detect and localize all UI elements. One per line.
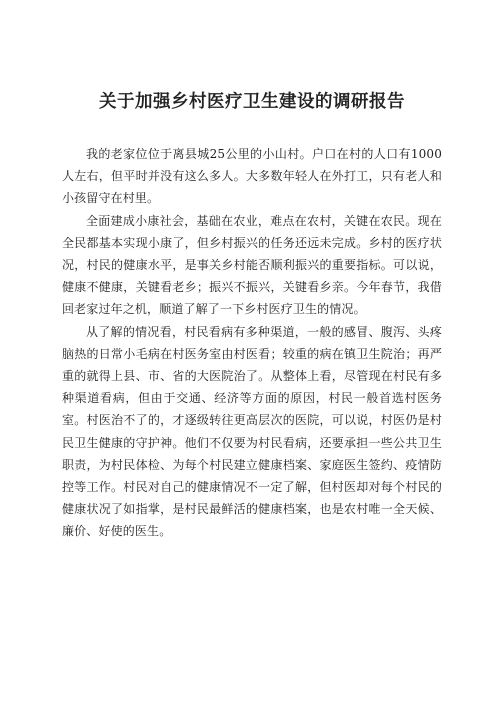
paragraph: 从了解的情况看，村民看病有多种渠道，一般的感冒、腹泻、头疼脑热的日常小毛病在村医务室由村医看；较重的病在镇卫生院治；再严重的就得上县、市、省的大医院治了。从整体上看，尽管现在村民有多种渠道看病，但由于交通、经济等方面的原因，村民一般首选村医务室。村医治不了的，才逐级转往更高层次的医院，可以说，村医仍是村民卫生健康的守护神。他们不仅要为村民看病，还要承担一些公共卫生职责，为村民体检、为每个村民建立健康档案、家庭医生签约、疫情防控等工作。村民对自己的健康情况不一定了解，但村医却对每个村民的健康状况了如指掌，是村民最鲜活的健康档案，也是农村唯一全天候、廉价、好使的医生。: [62, 324, 442, 539]
paragraph: 我的老家位位于离县城25公里的小山村。户口在村的人口有1000人左右，但平时并没有这么多人。大多数年轻人在外打工，只有老人和小孩留守在村里。: [62, 147, 442, 206]
document-title: 关于加强乡村医疗卫生建设的调研报告: [99, 92, 405, 112]
document-body: [62, 143, 442, 543]
paragraph: 全面建成小康社会，基础在农业，难点在农村，关键在农民。现在全民都基本实现小康了，但乡村振兴的任务还远未完成。乡村的医疗状况，村民的健康水平，是事关乡村能否顺利振兴的重要指标。可以说，健康不健康，关键看老乡；振兴不振兴，关键看乡亲。今年春节，我借回老家过年之机，顺道了解了一下乡村医疗卫生的情况。: [62, 213, 442, 317]
